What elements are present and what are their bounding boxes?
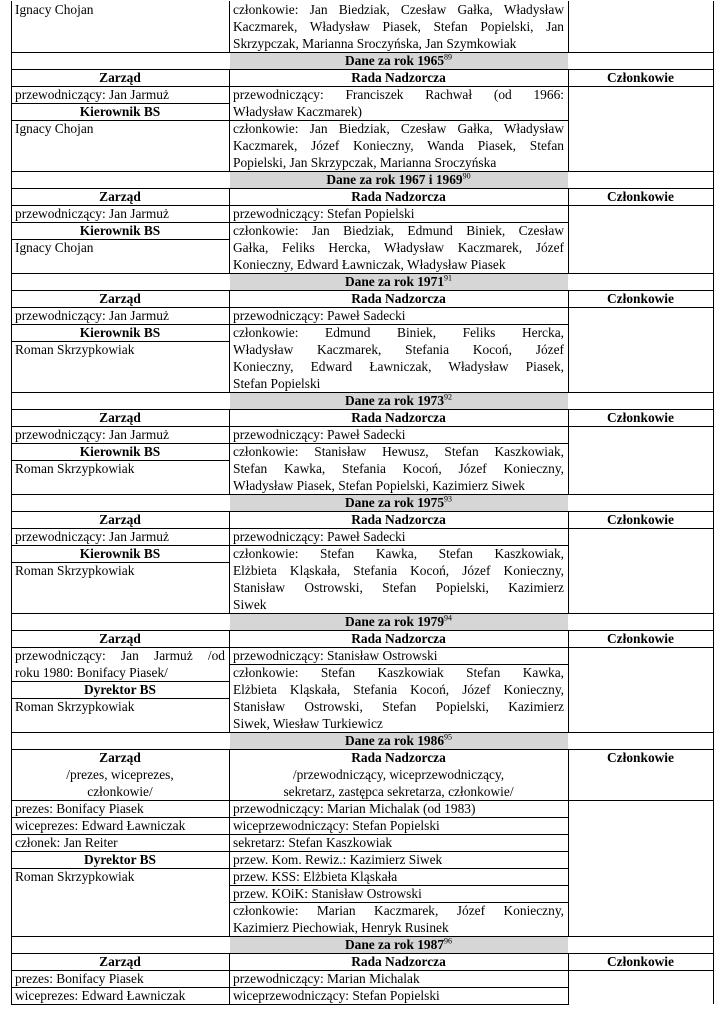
rule-vertical bbox=[568, 307, 569, 392]
footnote-ref: 96 bbox=[444, 936, 453, 946]
head-title: Dyrektor BS bbox=[83, 682, 157, 697]
rule-horizontal bbox=[11, 69, 714, 70]
rule-horizontal bbox=[11, 409, 714, 410]
head-title: Dyrektor BS bbox=[83, 852, 157, 867]
column-header-zarzad: Zarząd bbox=[99, 954, 141, 969]
rule-horizontal bbox=[11, 307, 714, 308]
zarzad-row: prezes: Bonifacy Piasek bbox=[15, 971, 144, 986]
head-name: Roman Skrzypkowiak bbox=[15, 563, 135, 578]
rule-horizontal bbox=[11, 936, 714, 937]
rule-vertical bbox=[229, 426, 230, 494]
column-header-czlonkowie: Członkowie bbox=[607, 410, 674, 425]
rule-horizontal bbox=[11, 103, 230, 104]
rule-horizontal bbox=[229, 834, 569, 835]
rule-horizontal bbox=[11, 443, 230, 444]
rada-members: członkowie: Jan Biedziak, Czesław Gałka, Władysław bbox=[233, 121, 564, 136]
rada-members: Gałka, Feliks Hercka, Władysław Kaczmarek, Józef bbox=[233, 240, 564, 255]
rule-vertical bbox=[713, 1, 714, 1004]
zarzad-subheader: członkowie/ bbox=[87, 784, 153, 799]
footnote-ref: 92 bbox=[444, 392, 453, 402]
section-title bbox=[233, 613, 564, 630]
rada-members: Elżbieta Kląskała, Stefania Kocoń, Józef Konieczny, bbox=[233, 563, 564, 578]
section-title bbox=[233, 494, 564, 511]
rada-members: Siwek bbox=[233, 597, 267, 612]
head-name: Ignacy Chojan bbox=[15, 2, 94, 17]
column-header-zarzad: Zarząd bbox=[99, 410, 141, 425]
rule-horizontal bbox=[229, 868, 569, 869]
section-title bbox=[233, 732, 564, 749]
rule-horizontal bbox=[11, 205, 714, 206]
head-name: Ignacy Chojan bbox=[15, 121, 94, 136]
rule-vertical bbox=[229, 647, 230, 732]
rule-horizontal bbox=[11, 868, 230, 869]
column-header-rada: Rada Nadzorcza bbox=[351, 291, 446, 306]
rada-members: członkowie: Jan Biedziak, Czesław Gałka, Władysław bbox=[233, 2, 564, 17]
rule-vertical bbox=[568, 630, 569, 647]
rule-vertical bbox=[229, 800, 230, 936]
zarzad-row: członek: Jan Reiter bbox=[15, 835, 118, 850]
rule-horizontal bbox=[11, 120, 230, 121]
rada-chair: przewodniczący: Stanisław Ostrowski bbox=[233, 648, 438, 663]
zarzad-chair: przewodniczący: Jan Jarmuż bbox=[15, 87, 169, 102]
rule-horizontal bbox=[229, 120, 569, 121]
rule-horizontal bbox=[229, 443, 569, 444]
rule-horizontal bbox=[11, 528, 714, 529]
head-name: Roman Skrzypkowiak bbox=[15, 342, 135, 357]
rule-vertical bbox=[229, 511, 230, 528]
section-title-text: Dane za rok 1973 bbox=[344, 393, 445, 408]
rule-vertical bbox=[568, 953, 569, 970]
head-title: Kierownik BS bbox=[79, 546, 161, 561]
rule-vertical bbox=[229, 69, 230, 86]
rule-vertical bbox=[568, 970, 569, 1004]
rule-horizontal bbox=[229, 324, 569, 325]
rule-horizontal bbox=[11, 834, 230, 835]
section-title-text: Dane za rok 1986 bbox=[344, 733, 445, 748]
column-header-czlonkowie: Członkowie bbox=[607, 189, 674, 204]
column-header-rada: Rada Nadzorcza bbox=[351, 410, 446, 425]
rule-horizontal bbox=[11, 647, 714, 648]
column-header-czlonkowie: Członkowie bbox=[607, 512, 674, 527]
footnote-ref: 91 bbox=[444, 273, 453, 283]
rule-horizontal bbox=[11, 273, 714, 274]
column-header-czlonkowie: Członkowie bbox=[607, 291, 674, 306]
rada-members: Konieczny, Edward Ławniczak, Władysław Piasek, bbox=[233, 359, 564, 374]
column-header-rada: Rada Nadzorcza bbox=[351, 512, 446, 527]
column-header-czlonkowie: Członkowie bbox=[607, 954, 674, 969]
rada-chair: przewodniczący: Paweł Sadecki bbox=[233, 529, 406, 544]
rule-vertical bbox=[568, 188, 569, 205]
zarzad-chair: przewodniczący: Jan Jarmuż bbox=[15, 308, 169, 323]
section-title-text: Dane za rok 1975 bbox=[344, 495, 445, 510]
zarzad-chair: przewodniczący: Jan Jarmuż bbox=[15, 206, 169, 221]
rule-horizontal bbox=[11, 1004, 569, 1005]
head-name: Roman Skrzypkowiak bbox=[15, 461, 135, 476]
column-header-zarzad: Zarząd bbox=[99, 291, 141, 306]
rule-horizontal bbox=[11, 188, 714, 189]
zarzad-row: wiceprezes: Edward Ławniczak bbox=[15, 818, 186, 833]
rule-horizontal bbox=[11, 800, 714, 801]
rule-vertical bbox=[229, 970, 230, 1004]
rule-vertical bbox=[229, 528, 230, 613]
rule-horizontal bbox=[11, 630, 714, 631]
rule-horizontal bbox=[11, 749, 714, 750]
rule-vertical bbox=[568, 647, 569, 732]
column-header-zarzad: Zarząd bbox=[99, 750, 141, 765]
rule-vertical bbox=[568, 800, 569, 936]
rada-row: przew. KSS: Elżbieta Kląskała bbox=[233, 869, 398, 884]
rule-vertical bbox=[568, 205, 569, 273]
rule-vertical bbox=[568, 409, 569, 426]
rule-horizontal bbox=[11, 239, 230, 240]
rada-row: przew. KOiK: Stanisław Ostrowski bbox=[233, 886, 422, 901]
rada-subheader: sekretarz, zastępca sekretarza, członkowie/ bbox=[283, 784, 514, 799]
rule-horizontal bbox=[229, 222, 569, 223]
rule-horizontal bbox=[11, 545, 230, 546]
column-header-czlonkowie: Członkowie bbox=[607, 631, 674, 646]
zarzad-chair: przewodniczący: Jan Jarmuż bbox=[15, 529, 169, 544]
footnote-ref: 93 bbox=[444, 494, 453, 504]
rada-members: członkowie: Stefan Kaszkowiak Stefan Kawka, bbox=[233, 665, 564, 680]
rule-vertical bbox=[568, 511, 569, 528]
rule-vertical bbox=[229, 290, 230, 307]
rada-row: przewodniczący: Marian Michalak (od 1983) bbox=[233, 801, 476, 816]
head-title: Kierownik BS bbox=[79, 444, 161, 459]
rule-horizontal bbox=[11, 732, 714, 733]
rule-horizontal bbox=[11, 851, 230, 852]
rule-horizontal bbox=[11, 222, 230, 223]
rule-vertical bbox=[229, 205, 230, 273]
rule-vertical bbox=[568, 528, 569, 613]
column-header-rada: Rada Nadzorcza bbox=[351, 70, 446, 85]
head-name: Roman Skrzypkowiak bbox=[15, 699, 135, 714]
zarzad-row: wiceprezes: Edward Ławniczak bbox=[15, 988, 186, 1003]
rada-row: przew. Kom. Rewiz.: Kazimierz Siwek bbox=[233, 852, 443, 867]
rule-horizontal bbox=[11, 324, 230, 325]
rule-horizontal bbox=[229, 817, 569, 818]
rada-members: Stefan Popielski bbox=[233, 376, 321, 391]
column-header-rada: Rada Nadzorcza bbox=[351, 631, 446, 646]
column-header-zarzad: Zarząd bbox=[99, 189, 141, 204]
rule-horizontal bbox=[11, 494, 714, 495]
rule-horizontal bbox=[229, 902, 569, 903]
section-title bbox=[233, 273, 564, 290]
rada-chair: przewodniczący: Paweł Sadecki bbox=[233, 308, 406, 323]
rada-members: Skrzypczak, Marianna Sroczyńska, Jan Szymkowiak bbox=[233, 36, 517, 51]
rule-horizontal bbox=[11, 426, 714, 427]
footnote-ref: 89 bbox=[444, 52, 453, 62]
rada-members: członkowie: Jan Biedziak, Edmund Biniek, Czesław bbox=[233, 223, 564, 238]
rule-horizontal bbox=[11, 953, 714, 954]
rada-members: członkowie: Stanisław Hewusz, Stefan Kaszkowiak, bbox=[233, 444, 564, 459]
zarzad-chair: przewodniczący: Jan Jarmuż /od bbox=[15, 648, 225, 663]
column-header-zarzad: Zarząd bbox=[99, 70, 141, 85]
rule-horizontal bbox=[11, 460, 230, 461]
rada-members: Stefan Kawka, Stefania Kocoń, Józef Konieczny, bbox=[233, 461, 564, 476]
rada-members: Siwek, Wiesław Turkiewicz bbox=[233, 716, 383, 731]
rada-members: Stanisław Ostrowski, Stefan Popielski, Kazimierz bbox=[233, 699, 564, 714]
section-title bbox=[233, 52, 564, 69]
section-title-text: Dane za rok 1967 i 1969 bbox=[326, 172, 463, 187]
rada-members: Władysław Kaczmarek, Stefania Kocoń, Józef bbox=[233, 342, 564, 357]
rada-row: przewodniczący: Marian Michalak bbox=[233, 971, 420, 986]
rule-horizontal bbox=[11, 171, 714, 172]
zarzad-chair: roku 1980: Bonifacy Piasek/ bbox=[15, 665, 168, 680]
footnote-ref: 90 bbox=[462, 171, 471, 181]
rule-horizontal bbox=[11, 392, 714, 393]
rada-members: Kaczmarek, Józef Konieczny, Wanda Piasek, Stefan bbox=[233, 138, 564, 153]
section-title-text: Dane za rok 1979 bbox=[344, 614, 445, 629]
section-title bbox=[233, 171, 564, 188]
rada-row: wiceprzewodniczący: Stefan Popielski bbox=[233, 818, 440, 833]
rule-vertical bbox=[568, 1, 569, 52]
rule-horizontal bbox=[11, 86, 714, 87]
rada-members: członkowie: Marian Kaczmarek, Józef Konieczny, bbox=[233, 903, 564, 918]
rule-horizontal bbox=[11, 341, 230, 342]
rule-horizontal bbox=[11, 698, 230, 699]
column-header-rada: Rada Nadzorcza bbox=[351, 954, 446, 969]
column-header-zarzad: Zarząd bbox=[99, 512, 141, 527]
section-title bbox=[233, 936, 564, 953]
rule-vertical bbox=[11, 1, 12, 1004]
rule-vertical bbox=[229, 307, 230, 392]
rule-vertical bbox=[568, 86, 569, 171]
rada-chair: Władysław Kaczmarek) bbox=[233, 104, 363, 119]
rule-horizontal bbox=[229, 664, 569, 665]
rada-row: wiceprzewodniczący: Stefan Popielski bbox=[233, 988, 440, 1003]
rule-horizontal bbox=[11, 970, 714, 971]
rule-vertical bbox=[229, 86, 230, 171]
rule-vertical bbox=[229, 749, 230, 800]
rule-horizontal bbox=[11, 613, 714, 614]
zarzad-chair: przewodniczący: Jan Jarmuż bbox=[15, 427, 169, 442]
rule-vertical bbox=[568, 749, 569, 800]
rada-members: Kaczmarek, Władysław Piasek, Stefan Popielski, Jan bbox=[233, 19, 564, 34]
rule-horizontal bbox=[11, 562, 230, 563]
rada-subheader: /przewodniczący, wiceprzewodniczący, bbox=[292, 767, 505, 782]
membership-table bbox=[11, 1, 713, 1020]
rule-vertical bbox=[229, 188, 230, 205]
footnote-ref: 95 bbox=[444, 732, 453, 742]
head-name: Roman Skrzypkowiak bbox=[15, 869, 135, 884]
rule-vertical bbox=[229, 953, 230, 970]
column-header-zarzad: Zarząd bbox=[99, 631, 141, 646]
zarzad-row: prezes: Bonifacy Piasek bbox=[15, 801, 144, 816]
rule-horizontal bbox=[11, 290, 714, 291]
rada-members: Elżbieta Kląskała, Stefania Kocoń, Józef Konieczny, bbox=[233, 682, 564, 697]
column-header-czlonkowie: Członkowie bbox=[607, 70, 674, 85]
rule-horizontal bbox=[11, 52, 714, 53]
head-title: Kierownik BS bbox=[79, 104, 161, 119]
column-header-rada: Rada Nadzorcza bbox=[351, 189, 446, 204]
rule-vertical bbox=[229, 1, 230, 52]
rule-vertical bbox=[568, 290, 569, 307]
rule-horizontal bbox=[11, 511, 714, 512]
rule-vertical bbox=[229, 409, 230, 426]
footnote-ref: 94 bbox=[444, 613, 453, 623]
rada-chair: przewodniczący: Paweł Sadecki bbox=[233, 427, 406, 442]
zarzad-subheader: /prezes, wiceprezes, bbox=[66, 767, 174, 782]
rada-members: członkowie: Edmund Biniek, Feliks Hercka, bbox=[233, 325, 564, 340]
rule-vertical bbox=[229, 630, 230, 647]
head-title: Kierownik BS bbox=[79, 223, 161, 238]
rada-chair: przewodniczący: Franciszek Rachwał (od 1966: bbox=[233, 87, 564, 102]
rada-members: Kazimierz Piechowiak, Henryk Rusinek bbox=[233, 920, 449, 935]
rada-chair: przewodniczący: Stefan Popielski bbox=[233, 206, 415, 221]
column-header-rada: Rada Nadzorcza bbox=[351, 750, 446, 765]
rada-members: Władysław Piasek, Stefan Popielski, Kazimierz Siwek bbox=[233, 478, 525, 493]
rule-vertical bbox=[568, 69, 569, 86]
section-title-text: Dane za rok 1987 bbox=[344, 937, 445, 952]
rule-horizontal bbox=[11, 681, 230, 682]
rada-members: Konieczny, Edward Ławniczak, Władysław Piasek bbox=[233, 257, 506, 272]
rule-horizontal bbox=[229, 851, 569, 852]
section-title-text: Dane za rok 1965 bbox=[344, 53, 445, 68]
section-title-text: Dane za rok 1971 bbox=[344, 274, 445, 289]
section-title bbox=[233, 392, 564, 409]
head-title: Kierownik BS bbox=[79, 325, 161, 340]
rule-horizontal bbox=[11, 817, 230, 818]
head-name: Ignacy Chojan bbox=[15, 240, 94, 255]
rada-members: Stanisław Ostrowski, Stefan Popielski, Kazimierz bbox=[233, 580, 564, 595]
rule-horizontal bbox=[11, 987, 569, 988]
rada-row: sekretarz: Stefan Kaszkowiak bbox=[233, 835, 393, 850]
rule-vertical bbox=[568, 426, 569, 494]
rada-members: Popielski, Jan Skrzypczak, Marianna Sroczyńska bbox=[233, 155, 497, 170]
rada-members: członkowie: Stefan Kawka, Stefan Kaszkowiak, bbox=[233, 546, 564, 561]
column-header-czlonkowie: Członkowie bbox=[607, 750, 674, 765]
rule-horizontal bbox=[229, 545, 569, 546]
rule-horizontal bbox=[229, 885, 569, 886]
